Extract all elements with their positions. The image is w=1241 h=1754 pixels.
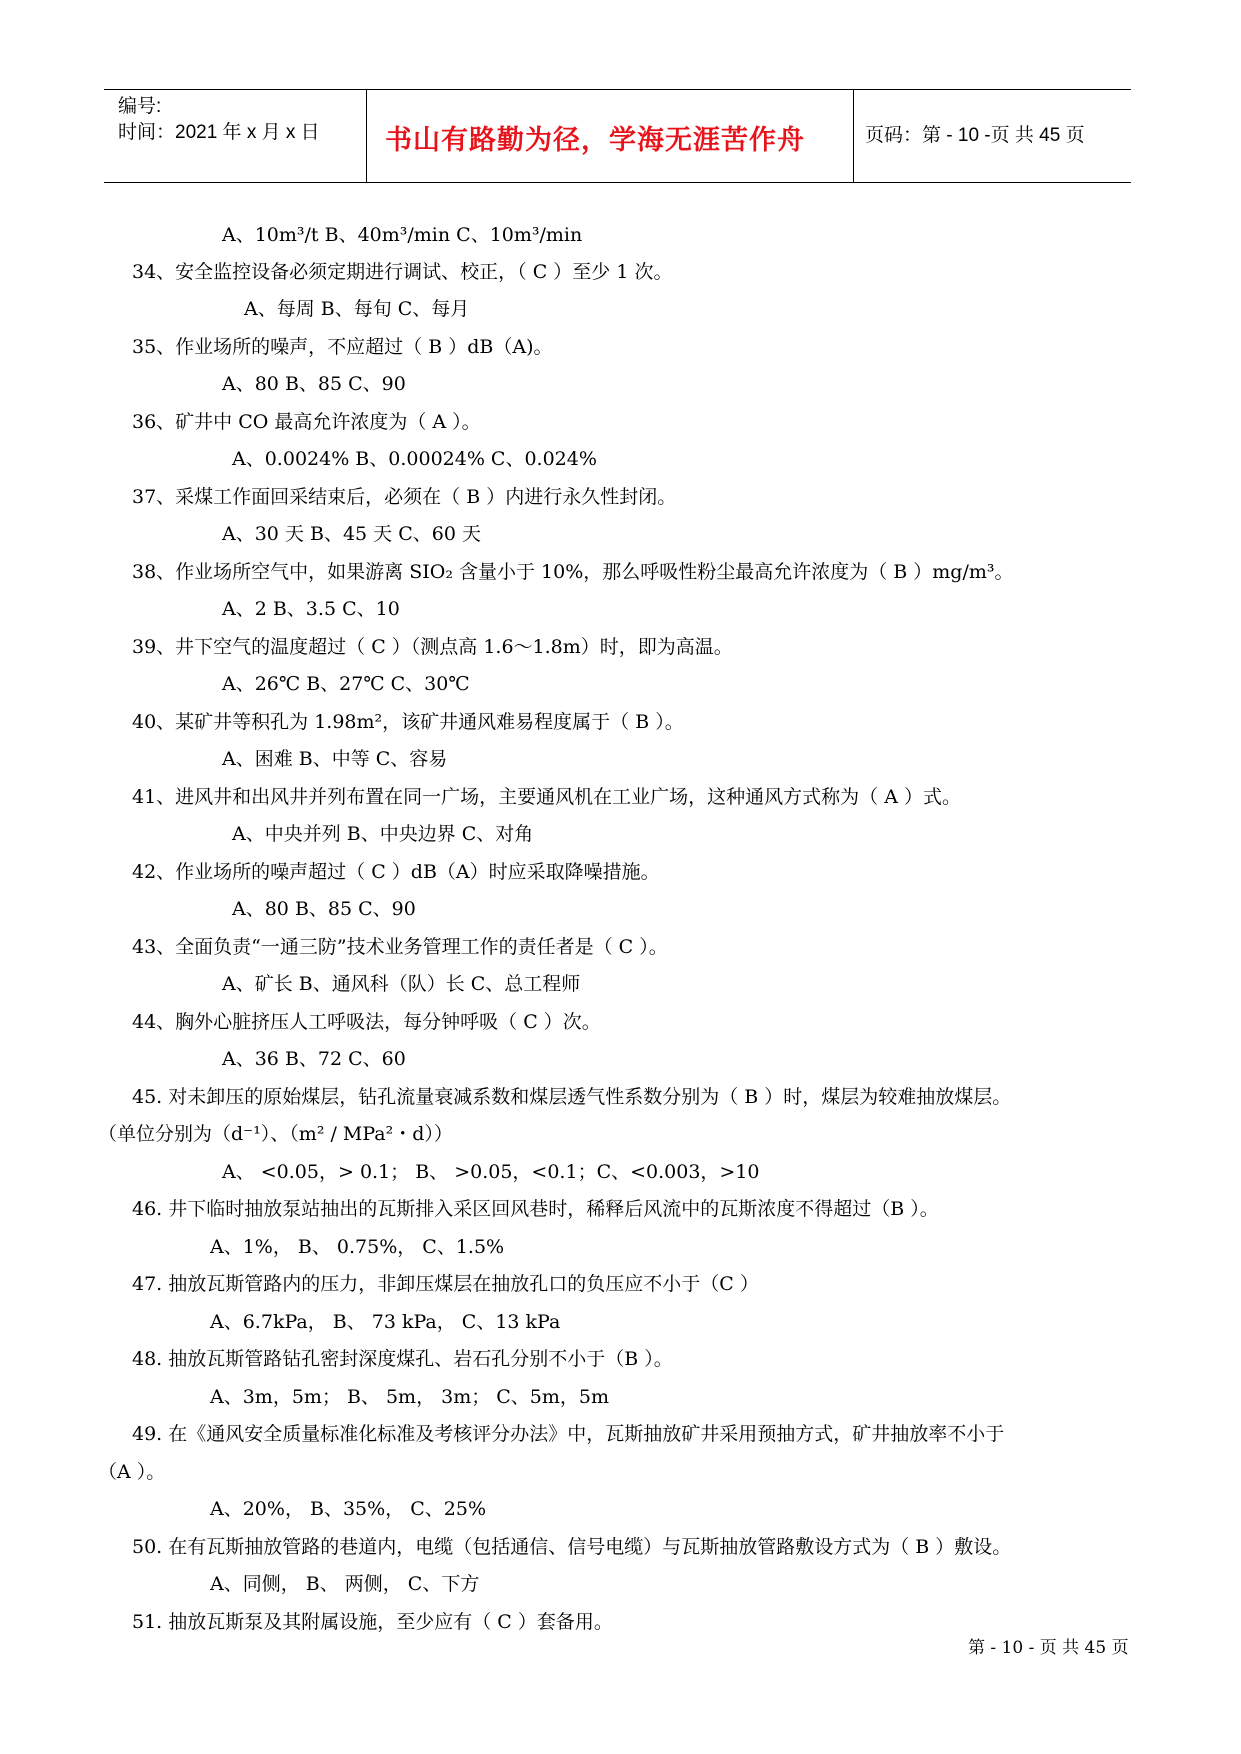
answer-options: A、80 B、85 C、90 [232, 898, 416, 920]
question: 47. 抽放瓦斯管路内的压力，非卸压煤层在抽放孔口的负压应不小于（C ） [132, 1273, 759, 1295]
document-number-label: 编号: [118, 96, 162, 117]
answer-options: A、中央并列 B、中央边界 C、对角 [232, 823, 534, 845]
question: 42、作业场所的噪声超过（ C ）dB（A）时应采取降噪措施。 [132, 861, 660, 883]
question: 41、进风井和出风井并列布置在同一广场，主要通风机在工业广场，这种通风方式称为（ A ）式。 [132, 786, 961, 808]
question: 46. 井下临时抽放泵站抽出的瓦斯排入采区回风巷时，稀释后风流中的瓦斯浓度不得超过（B ）。 [132, 1198, 939, 1220]
question: 44、胸外心脏挤压人工呼吸法，每分钟呼吸（ C ）次。 [132, 1011, 601, 1033]
question: 35、作业场所的噪声，不应超过（ B ）dB（A)。 [132, 336, 553, 358]
answer-options: A、同侧， B、 两侧， C、下方 [210, 1573, 480, 1595]
question: 40、某矿井等积孔为 1.98m²，该矿井通风难易程度属于（ B ）。 [132, 711, 684, 733]
question-continuation: （单位分别为（d⁻¹）、（m² / MPa²・d）） [98, 1123, 453, 1145]
answer-options: A、矿长 B、通风科（队）长 C、总工程师 [222, 973, 581, 995]
answer-options: A、困难 B、中等 C、容易 [222, 748, 448, 770]
page-footer: 第 - 10 - 页 共 45 页 [968, 1638, 1129, 1658]
question: 49. 在《通风安全质量标准化标准及考核评分办法》中，瓦斯抽放矿井采用预抽方式，矿井抽放率不小于 [132, 1423, 1005, 1445]
question: 51. 抽放瓦斯泵及其附属设施，至少应有（ C ）套备用。 [132, 1611, 613, 1633]
question: 39、井下空气的温度超过（ C ）（测点高 1.6～1.8m）时，即为高温。 [132, 636, 733, 658]
answer-options: A、1%， B、 0.75%， C、1.5% [210, 1236, 505, 1258]
answer-options: A、10m³/t B、40m³/min C、10m³/min [222, 224, 583, 246]
page-header [104, 89, 1131, 183]
question: 34、安全监控设备必须定期进行调试、校正，（ C ）至少 1 次。 [132, 261, 673, 283]
question: 45. 对未卸压的原始煤层，钻孔流量衰减系数和煤层透气性系数分别为（ B ）时，煤层为较难抽放煤层。 [132, 1086, 1012, 1108]
question: 43、全面负责“一通三防”技术业务管理工作的责任者是（ C ）。 [132, 936, 668, 958]
answer-options: A、3m，5m； B、 5m， 3m； C、5m，5m [210, 1386, 610, 1408]
question: 38、作业场所空气中，如果游离 SIO₂ 含量小于 10%，那么呼吸性粉尘最高允许浓度为（ B ）mg/m³。 [132, 561, 1014, 583]
answer-options: A、30 天 B、45 天 C、60 天 [222, 523, 481, 545]
question: 37、采煤工作面回采结束后，必须在（ B ）内进行永久性封闭。 [132, 486, 677, 508]
question: 48. 抽放瓦斯管路钻孔密封深度煤孔、岩石孔分别不小于（B ）。 [132, 1348, 673, 1370]
document-time-label: 时间：2021 年 x 月 x 日 [118, 122, 320, 143]
answer-options: A、 <0.05，> 0.1； B、 >0.05，<0.1；C、<0.003，>10 [222, 1161, 760, 1183]
header-motto: 书山有路勤为径，学海无涯苦作舟 [385, 125, 805, 156]
answer-options: A、每周 B、每旬 C、每月 [244, 298, 470, 320]
question: 50. 在有瓦斯抽放管路的巷道内，电缆（包括通信、信号电缆）与瓦斯抽放管路敷设方式为（ B ）敷设。 [132, 1536, 1012, 1558]
answer-options: A、80 B、85 C、90 [222, 373, 406, 395]
question-continuation: （A ）。 [98, 1461, 166, 1483]
answer-options: A、6.7kPa， B、 73 kPa， C、13 kPa [210, 1311, 561, 1333]
header-page-code: 页码：第 - 10 -页 共 45 页 [865, 125, 1085, 146]
question: 36、矿井中 CO 最高允许浓度为（ A ）。 [132, 411, 481, 433]
header-divider [853, 90, 854, 182]
answer-options: A、26℃ B、27℃ C、30℃ [222, 673, 470, 695]
answer-options: A、20%， B、35%， C、25% [210, 1498, 486, 1520]
answer-options: A、2 B、3.5 C、10 [222, 598, 400, 620]
answer-options: A、36 B、72 C、60 [222, 1048, 406, 1070]
answer-options: A、0.0024% B、0.00024% C、0.024% [232, 448, 597, 470]
